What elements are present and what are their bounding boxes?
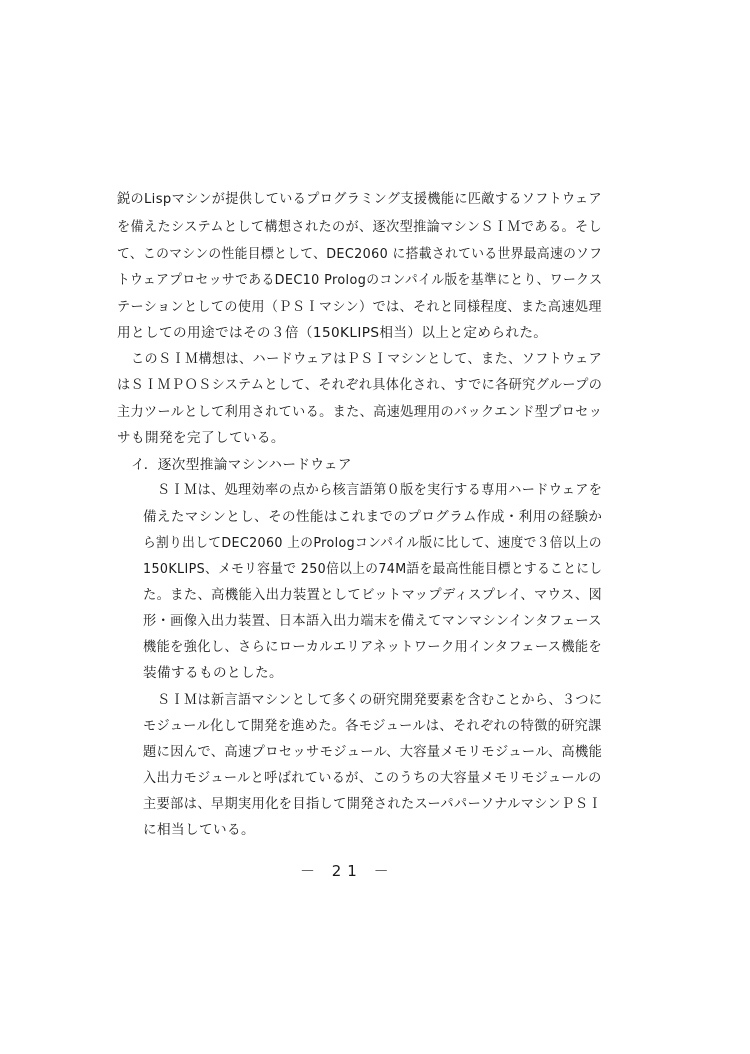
paragraph1-line: 用としての用途ではその３倍（150KLIPS相当）以上と定められた。 [117,325,548,341]
paragraph3-line: た。また、高機能入出力装置としてビットマップディスプレイ、マウス、図 [143,587,603,603]
paragraph2-line: 主力ツールとして利用されている。また、高速処理用のバックエンド型プロセッ [117,404,603,420]
paragraph1-line: を備えたシステムとして構想されたのが、逐次型推論マシンＳＩＭである。そし [117,219,603,235]
paragraph4-line: ＳＩＭは新言語マシンとして多くの研究開発要素を含むことから、３つに [157,692,603,708]
paragraph4-line: モジュール化して開発を進めた。各モジュールは、それぞれの特徴的研究課 [143,718,602,734]
paragraph3-line: 備えたマシンとし、その性能はこれまでのプログラム作成・利用の経験か [143,509,603,525]
paragraph1-line: て、このマシンの性能目標として、DEC2060 に搭載されている世界最高速のソフ [117,246,603,262]
section-heading: イ．逐次型推論マシンハードウェア [131,457,352,473]
paragraph4-line: 入出力モジュールと呼ばれているが、このうちの大容量メモリモジュールの [143,770,602,786]
paragraph1-line: トウェアプロセッサであるDEC10 Prologのコンパイル版を基準にとり、ワークス [117,272,603,288]
paragraph3-line: 機能を強化し、さらにローカルエリアネットワーク用インタフェース機能を [143,639,603,655]
paragraph3-line: 形・画像入出力装置、日本語入出力端末を備えてマンマシンインタフェース [143,613,602,629]
paragraph4-line: に相当している。 [143,822,255,838]
paragraph2-line: はＳＩＭＰＯＳシステムとして、それぞれ具体化され、すでに各研究グループの [117,377,603,393]
paragraph1-line: 鋭のLispマシンが提供しているプログラミング支援機能に匹敵するソフトウェア [117,191,603,207]
paragraph2-line: このＳＩＭ構想は、ハードウェアはＰＳＩマシンとして、また、ソフトウェア [131,351,603,367]
paragraph3-line: 150KLIPS、メモリ容量で 250倍以上の74M語を最高性能目標とすることにし [143,561,603,577]
paragraph3-line: 装備するものとした。 [143,665,283,681]
paragraph1-line: テーションとしての使用（ＰＳＩマシン）では、それと同様程度、また高速処理 [117,299,602,315]
paragraph3-line: ら割り出してDEC2060 上のPrologコンパイル版に比して、速度で３倍以上の [143,535,602,551]
paragraph4-line: 題に因んで、高速プロセッサモジュール、大容量メモリモジュール、高機能 [143,744,603,760]
paragraph4-line: 主要部は、早期実用化を目指して開発されたスーパパーソナルマシンＰＳＩ [143,796,602,812]
page-number: － 21 － [300,862,395,880]
paragraph2-line: サも開発を完了している。 [117,430,285,446]
paragraph3-line: ＳＩＭは、処理効率の点から核言語第０版を実行する専用ハードウェアを [157,482,603,498]
